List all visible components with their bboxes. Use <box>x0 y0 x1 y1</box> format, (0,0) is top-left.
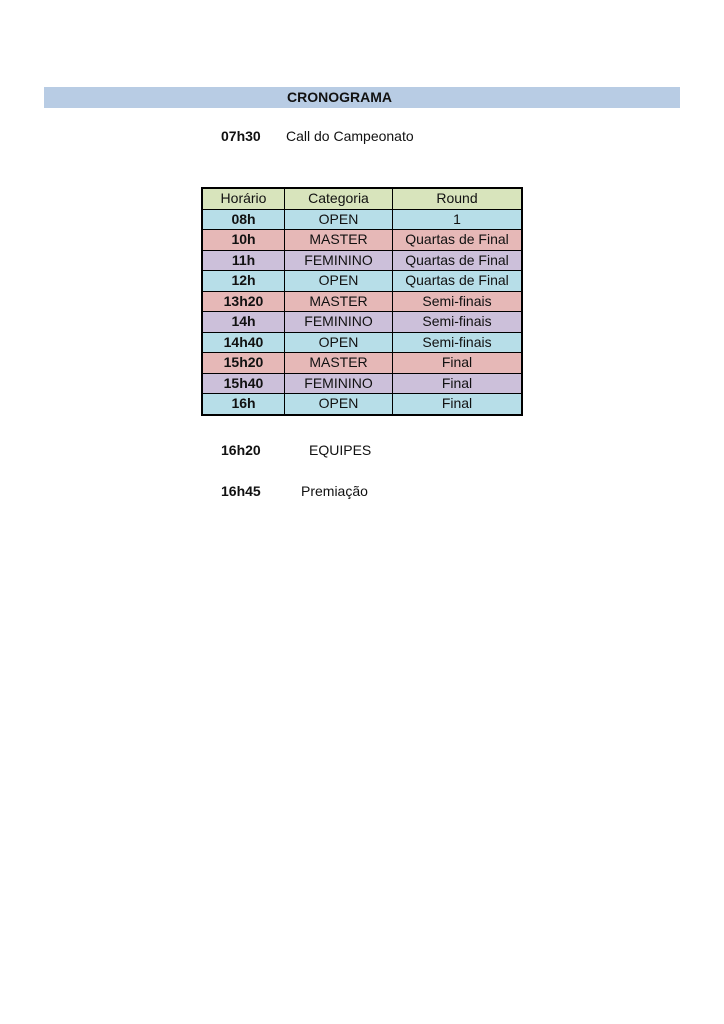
round-cell: Semi-finais <box>393 291 523 312</box>
header-round: Round <box>393 188 523 209</box>
table-row <box>202 291 522 312</box>
round-cell: Semi-finais <box>393 332 523 353</box>
round-cell: Final <box>393 353 523 374</box>
time-cell: 13h20 <box>202 291 285 312</box>
round-cell: Quartas de Final <box>393 230 523 251</box>
table-header-row <box>202 188 522 209</box>
category-cell: OPEN <box>285 209 393 230</box>
time-cell: 15h20 <box>202 353 285 374</box>
table-row <box>202 209 522 230</box>
table-row <box>202 394 522 415</box>
round-cell: Final <box>393 394 523 415</box>
category-cell: OPEN <box>285 394 393 415</box>
equipes-time: 16h20 <box>221 442 261 458</box>
table-row <box>202 332 522 353</box>
category-cell: MASTER <box>285 291 393 312</box>
table-row <box>202 312 522 333</box>
time-cell: 10h <box>202 230 285 251</box>
header-horario: Horário <box>202 188 285 209</box>
round-cell: Quartas de Final <box>393 250 523 271</box>
time-cell: 15h40 <box>202 373 285 394</box>
time-cell: 11h <box>202 250 285 271</box>
equipes-label: EQUIPES <box>309 442 372 458</box>
round-cell: Quartas de Final <box>393 271 523 292</box>
premiacao-label: Premiação <box>301 483 368 499</box>
schedule-body <box>202 209 522 415</box>
time-cell: 12h <box>202 271 285 292</box>
intro-label: Call do Campeonato <box>286 128 414 144</box>
table-row <box>202 271 522 292</box>
category-cell: OPEN <box>285 271 393 292</box>
round-cell: Final <box>393 373 523 394</box>
category-cell: FEMININO <box>285 373 393 394</box>
time-cell: 14h <box>202 312 285 333</box>
category-cell: MASTER <box>285 230 393 251</box>
category-cell: OPEN <box>285 332 393 353</box>
category-cell: FEMININO <box>285 250 393 271</box>
time-cell: 14h40 <box>202 332 285 353</box>
header-categoria: Categoria <box>285 188 393 209</box>
category-cell: MASTER <box>285 353 393 374</box>
category-cell: FEMININO <box>285 312 393 333</box>
table-row <box>202 230 522 251</box>
round-cell: Semi-finais <box>393 312 523 333</box>
intro-time: 07h30 <box>221 128 261 144</box>
table-row <box>202 353 522 374</box>
premiacao-time: 16h45 <box>221 483 261 499</box>
time-cell: 16h <box>202 394 285 415</box>
schedule-table <box>201 187 523 416</box>
table-row <box>202 373 522 394</box>
table-row <box>202 250 522 271</box>
round-cell: 1 <box>393 209 523 230</box>
time-cell: 08h <box>202 209 285 230</box>
page-title: CRONOGRAMA <box>287 89 392 105</box>
